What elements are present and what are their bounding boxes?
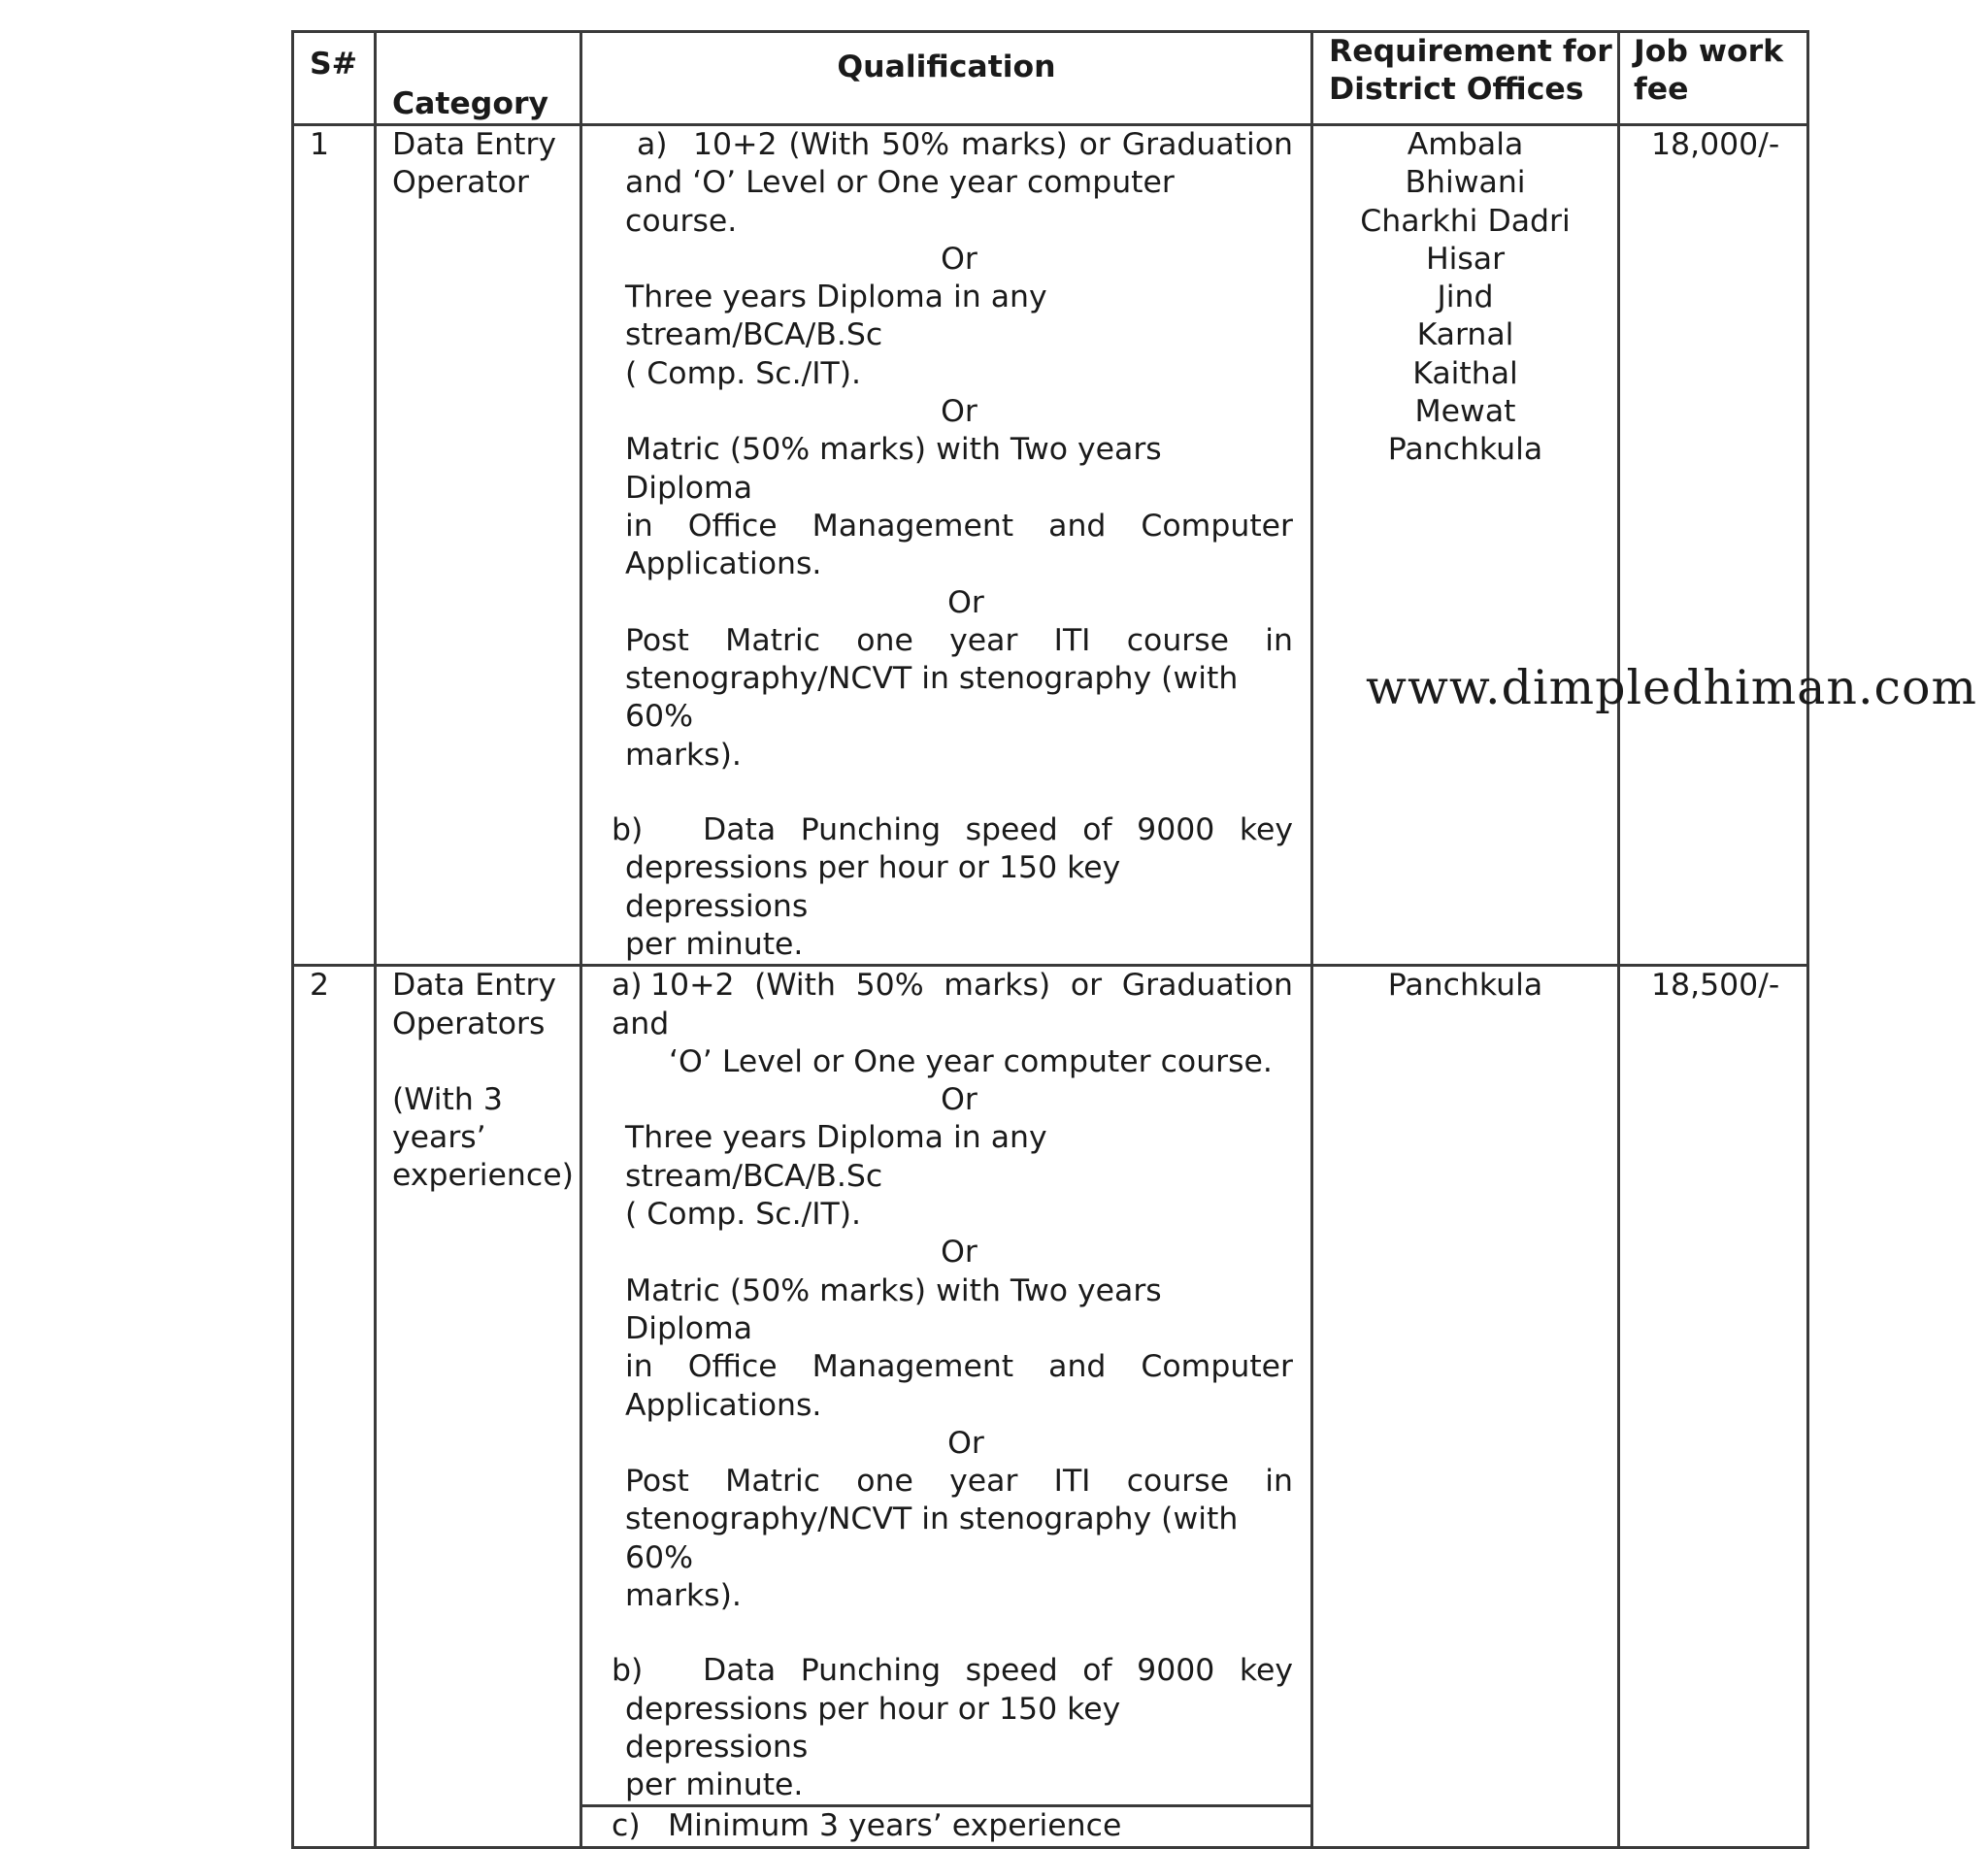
row2-qual-or3: Or <box>947 1425 984 1461</box>
row2-category-note-line1: (With 3 <box>392 1081 503 1117</box>
header-fee-line2: fee <box>1634 72 1689 107</box>
row2-qual-opt2-line2: ( Comp. Sc./IT). <box>625 1197 862 1233</box>
row2-qual-c-label: c) <box>612 1808 641 1844</box>
row2-qual-opt4-line3: marks). <box>625 1577 742 1613</box>
table-header-row <box>293 32 1808 125</box>
row1-category <box>376 125 581 966</box>
row2-qual-b-text1: Data Punching speed of 9000 key <box>703 1653 1293 1689</box>
watermark: www.dimpledhiman.com <box>1366 660 1977 715</box>
header-sn: S# <box>293 32 376 125</box>
district-item: Karnal <box>1416 317 1514 353</box>
jobs-table <box>291 30 1809 1849</box>
row2-qual-opt4-line1: Post Matric one year ITI course in <box>625 1464 1293 1500</box>
row1-qual-a-text1: 10+2 (With 50% marks) or Graduation <box>693 127 1293 162</box>
row1-sn: 1 <box>293 125 376 966</box>
row1-qual-opt2-line2: ( Comp. Sc./IT). <box>625 355 862 391</box>
row1-fee: 18,000/- <box>1619 125 1808 966</box>
row2-qual-a-text1: 10+2 (With 50% marks) or Graduation and <box>612 968 1293 1041</box>
row2-qual-b-line2: depressions per hour or 150 key depressions <box>625 1691 1121 1765</box>
district-item: Charkhi Dadri <box>1360 203 1571 239</box>
header-fee <box>1619 32 1808 125</box>
row2-qual-or1: Or <box>941 1082 977 1118</box>
header-fee-line1: Job work <box>1634 34 1784 69</box>
row1-qual-a-label: a) <box>637 127 668 162</box>
row1-qual-or1: Or <box>941 241 977 277</box>
district-item: Panchkula <box>1387 968 1543 1004</box>
row2-qual-b-line3: per minute. <box>625 1767 804 1803</box>
district-item: Jind <box>1437 280 1494 315</box>
row1-qual-opt2-line1: Three years Diploma in any stream/BCA/B.Sc <box>625 280 1047 353</box>
row2-qual-opt4-line2: stenography/NCVT in stenography (with 60% <box>625 1502 1239 1575</box>
row1-qual-b-text1: Data Punching speed of 9000 key <box>703 812 1293 848</box>
row1-qual-opt4-line2: stenography/NCVT in stenography (with 60% <box>625 661 1239 735</box>
row2-qual-b-line1 <box>612 1652 1293 1690</box>
row2-qual-a-line2: ‘O’ Level or One year computer course. <box>669 1043 1273 1079</box>
row1-qual-or3: Or <box>947 584 984 620</box>
row2-sn: 2 <box>293 966 376 1848</box>
district-item: Bhiwani <box>1405 165 1526 201</box>
row1-qual-opt3-line3: Applications. <box>625 546 822 582</box>
header-category: Category <box>376 32 581 125</box>
row1-qual-opt3-line2: in Office Management and Computer <box>625 508 1293 544</box>
row2-qual-b-label: b) <box>612 1653 644 1689</box>
row1-qual-opt4-line3: marks). <box>625 737 742 773</box>
row2-category <box>376 966 581 1848</box>
row1-qual-or2: Or <box>941 394 977 430</box>
row1-qual-a-line2: and ‘O’ Level or One year computer course. <box>625 165 1175 239</box>
row1-qual-b-line3: per minute. <box>625 926 804 962</box>
row2-districts <box>1312 966 1619 1848</box>
row1-category-line2: Operator <box>392 165 529 201</box>
district-item: Panchkula <box>1387 432 1543 468</box>
row2-qual-opt3-line3: Applications. <box>625 1387 822 1423</box>
table-row <box>293 125 1808 966</box>
row2-qual-opt2-line1: Three years Diploma in any stream/BCA/B.Sc <box>625 1120 1047 1194</box>
row1-category-line1: Data Entry <box>392 127 557 162</box>
row2-qual-or2: Or <box>941 1235 977 1271</box>
district-item: Kaithal <box>1412 355 1518 391</box>
row2-qual-opt3-line2: in Office Management and Computer <box>625 1349 1293 1385</box>
row1-qual-b-label: b) <box>612 812 644 848</box>
district-item: Hisar <box>1425 241 1506 277</box>
row1-qual-b-line2: depressions per hour or 150 key depressions <box>625 850 1121 924</box>
header-requirement-line2: District Offices <box>1329 72 1584 107</box>
row2-qualification <box>581 966 1312 1806</box>
header-requirement <box>1312 32 1619 125</box>
row2-category-line1: Data Entry <box>392 968 557 1004</box>
row1-qual-opt3-line1: Matric (50% marks) with Two years Diploma <box>625 432 1162 506</box>
row1-qualification <box>581 125 1312 966</box>
row2-category-line2: Operators <box>392 1006 546 1041</box>
header-requirement-line1: Requirement for <box>1329 34 1612 69</box>
table-row <box>293 966 1808 1806</box>
row1-districts <box>1312 125 1619 966</box>
row2-category-note-line2: years’ <box>392 1120 486 1156</box>
row2-qual-c <box>581 1806 1312 1848</box>
row2-fee: 18,500/- <box>1619 966 1808 1848</box>
district-item: Mewat <box>1414 394 1516 430</box>
row1-qual-opt4-line1: Post Matric one year ITI course in <box>625 622 1293 658</box>
row2-qual-c-text: Minimum 3 years’ experience <box>668 1808 1122 1844</box>
row1-qual-a-line1 <box>637 126 1293 164</box>
row2-qual-a-line1 <box>612 967 1293 1043</box>
row1-qual-b-line1 <box>612 811 1293 849</box>
row2-qual-opt3-line1: Matric (50% marks) with Two years Diploma <box>625 1272 1162 1346</box>
district-item: Ambala <box>1407 127 1524 162</box>
row2-qual-a-label: a) <box>612 968 643 1004</box>
row2-category-note-line3: experience) <box>392 1158 574 1194</box>
header-qualification: Qualification <box>581 32 1312 125</box>
